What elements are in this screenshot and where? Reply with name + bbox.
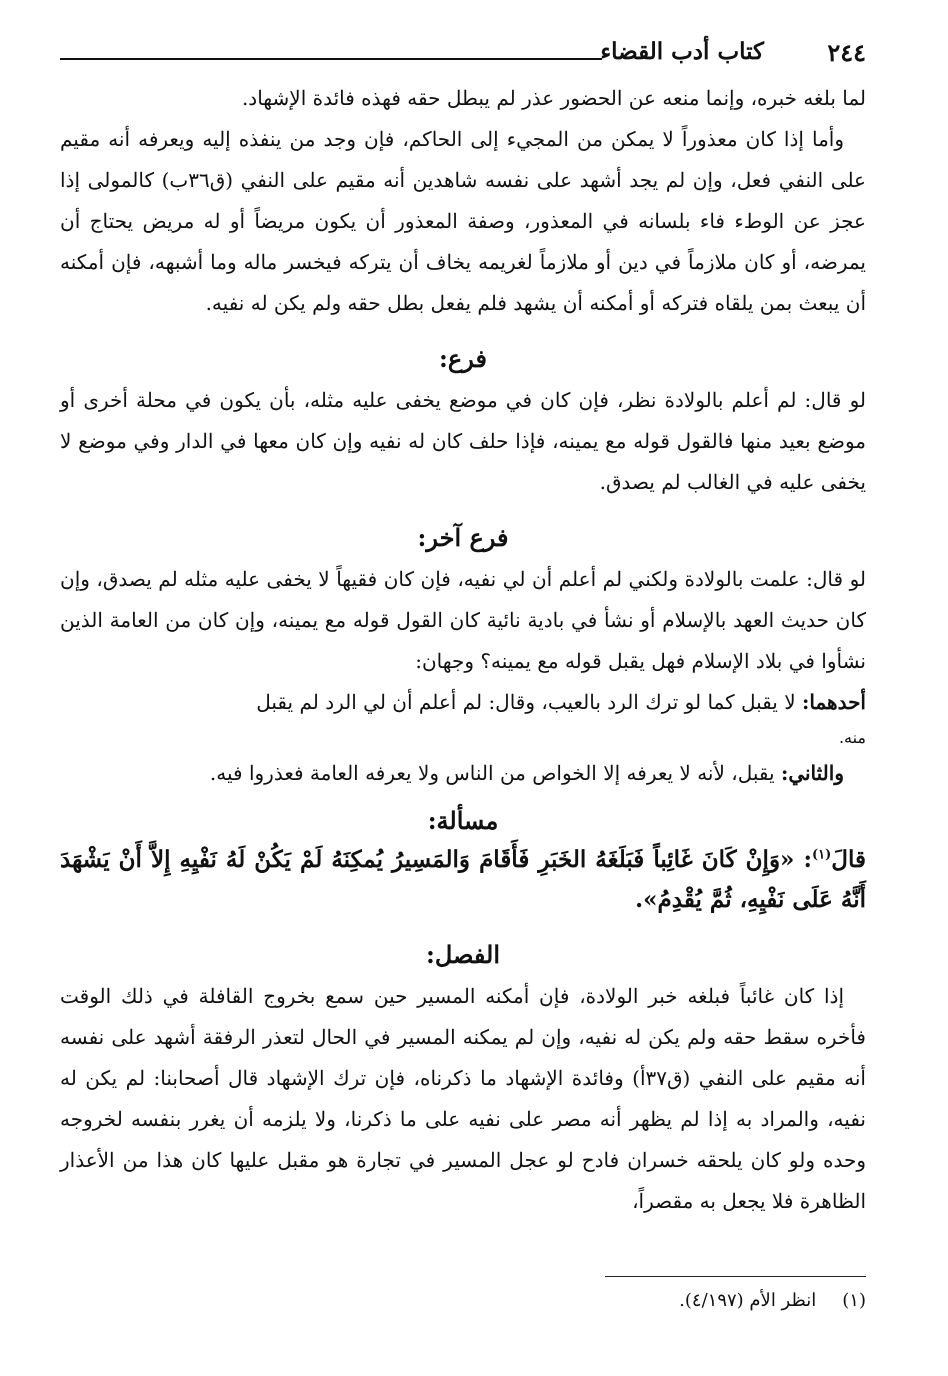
paragraph-intro: لما بلغه خبره، وإنما منعه عن الحضور عذر لم يبطل حقه فهذه فائدة الإشهاد. — [241, 86, 866, 110]
footnote-text: انظر الأم (٤/١٩٧). — [679, 1290, 817, 1311]
heading-far: فرع: — [439, 344, 487, 373]
page-number: ٢٤٤ — [827, 38, 866, 67]
paragraph-far-akhar: لو قال: علمت بالولادة ولكني لم أعلم أن لي نفيه، فإن كان فقيهاً لا يخفى عليه مثله لم يصدق، وإن كان حديث العهد بالإسلام أو نشأ في بادية نائية كان القول قوله مع يمينه، وإن كان من العامة الذين نشأوا في بلاد الإسلام فهل يقبل قوله مع يمينه؟ وجهان: — [60, 567, 867, 673]
main-text — [60, 78, 866, 1222]
footnote — [60, 1286, 866, 1316]
footnote-rule — [605, 1276, 866, 1277]
second-view-text: يقبل، لأنه لا يعرفه إلا الخواص من الناس ولا يعرفه العامة فعذروا فيه. — [209, 761, 775, 785]
paragraph-fasl: إذا كان غائباً فبلغه خبر الولادة، فإن أمكنه المسير حين سمع بخروج القافلة في ذلك الوقت فأخره سقط حقه ولم يكن له نفيه، وإن لم يمكنه المسير في الحال لتعذر الرفقة أشهد على نفسه أنه مقيم على النفي (ق٣٧أ) وفائدة الإشهاد ما ذكرناه، فإن ترك الإشهاد قال أصحابنا: لم يكن له نفيه، والمراد به إذا لم يظهر أنه مصر على نفيه على ما ذكرنا، ولا يلزمه أن يغرر بنفسه لخروجه وحده ولو كان يلحقه خسران فادح لو عجل المسير في تجارة هو مقبل عليها كان هذا من الأعذار الظاهرة فلا يجعل به مقصراً، — [60, 984, 866, 1213]
header-rule — [60, 58, 602, 60]
heading-masala: مسألة: — [427, 806, 499, 835]
heading-far-akhar: فرع آخر: — [417, 523, 509, 552]
paragraph-second-view — [60, 753, 866, 794]
masala-said: قالَ — [831, 846, 866, 873]
first-view-text: لا يقبل كما لو ترك الرد بالعيب، وقال: لم أعلم أن لي الرد لم يقبل — [256, 690, 796, 714]
footnote-number: (١) — [842, 1290, 866, 1311]
page-header — [60, 36, 866, 70]
paragraph-excused: وأما إذا كان معذوراً لا يمكن من المجيء إلى الحاكم، فإن وجد من ينفذه إليه ويعرفه أنه مقيم على النفي فعل، وإن لم يجد أشهد على نفسه شاهدين أنه مقيم على النفي (ق٣٦ب) كالمولى إذا عجز عن الوطء فاء بلسانه في المعذور، وصفة المعذور أن يكون مريضاً أو له مريض يحتاج أن يمرضه، أو كان ملازماً في دين أو ملازماً لغريمه يخاف أن يتركه فيخسر ماله وما أشبهه، فإن أمكنه أن يبعث بمن يلقاه فتركه أو أمكنه أن يشهد فلم يفعل بطل حقه ولم يكن له نفيه. — [60, 127, 866, 315]
masala-quote — [60, 840, 866, 920]
heading-fasl: الفصل: — [426, 940, 500, 969]
first-view-tail: منه. — [838, 728, 866, 747]
second-view-label: والثاني: — [780, 761, 844, 785]
paragraph-far: لو قال: لم أعلم بالولادة نظر، فإن كان في موضع يخفى عليه مثله، بأن يكون في محلة أخرى أو موضع بعيد منها فالقول قوله مع يمينه، فإذا حلف كان له نفيه وإن كان معها في الدار وفي موضع لا يخفى عليه في الغالب لم يصدق. — [60, 388, 866, 494]
running-title: كتاب أدب القضاء — [600, 38, 764, 65]
first-view-label: أحدهما: — [801, 690, 866, 714]
paragraph-first-view — [60, 682, 866, 723]
footnote-reference: (١) — [811, 847, 832, 863]
masala-text: : «وَإِنْ كَانَ غَائِباً فَبَلَغَهُ الخَبَرِ فَأَقَامَ وَالمَسِيرُ يُمكِنَهُ لَمْ يَكُنْ لَهُ نَفْيِهِ إِلاَّ أَنْ يَشْهَدَ أَنَّهُ عَلَى نَفْيِهِ، ثُمَّ يُقْدِمُ». — [60, 846, 866, 913]
